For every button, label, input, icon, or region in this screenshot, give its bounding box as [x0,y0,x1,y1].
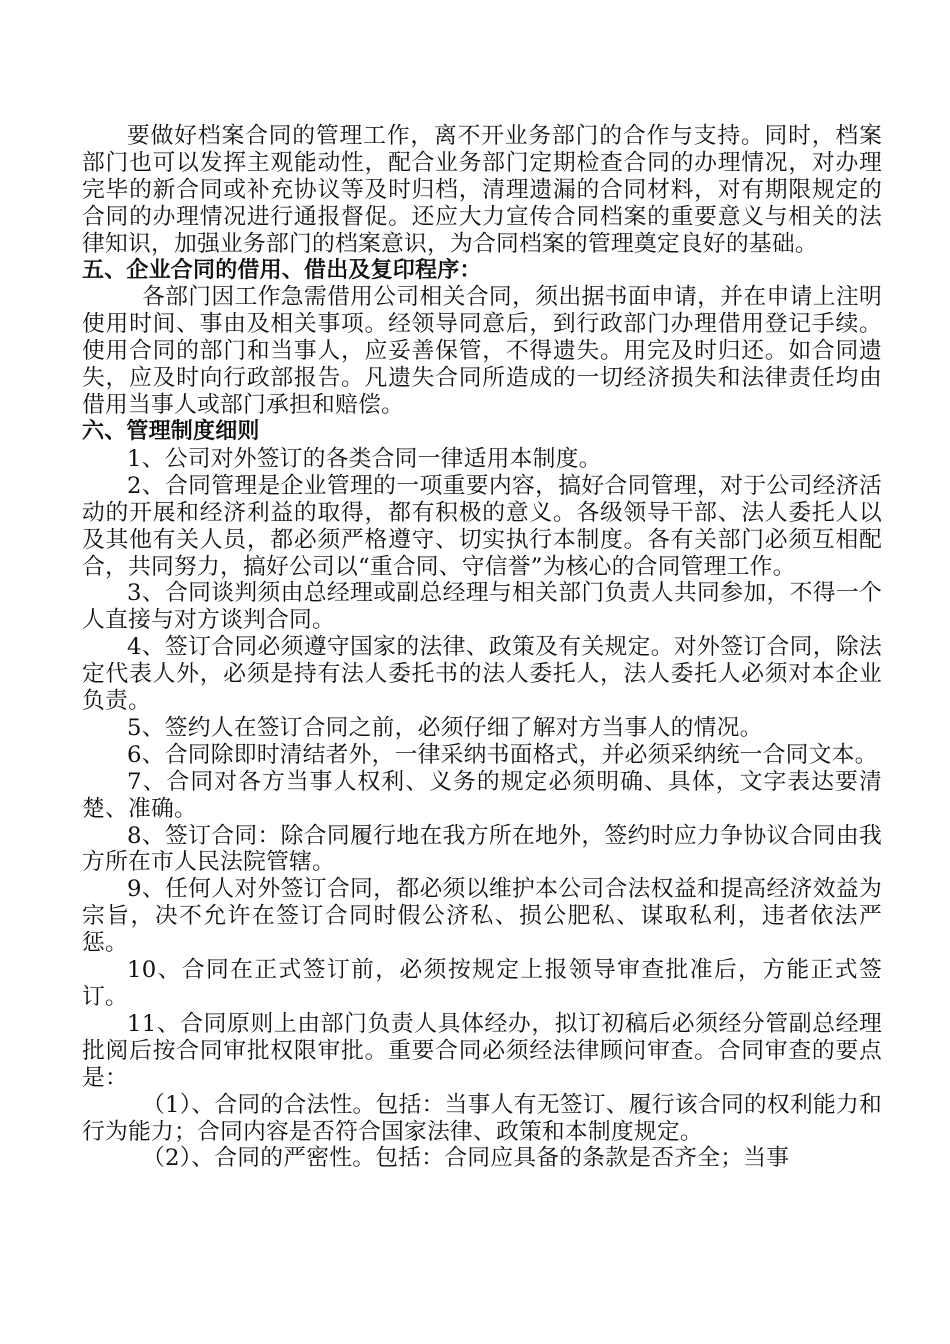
rule-item-3: 3、合同谈判须由总经理或副总经理与相关部门负责人共同参加，不得一个人直接与对方谈判合同。 [82,580,882,634]
rule-item-6: 6、合同除即时清结者外，一律采纳书面格式，并必须采纳统一合同文本。 [127,741,878,768]
sub-item-2: （2）、合同的严密性。包括：合同应具备的条款是否齐全；当事 [142,1145,790,1172]
rule-item-9: 9、任何人对外签订合同，都必须以维护本公司合法权益和提高经济效益为宗旨，决不允许在签订合同时假公济私、损公肥私、谋取私利，违者依法严惩。 [82,876,882,957]
section-6-heading: 六、管理制度细则 [82,418,260,444]
rule-item-10: 10、合同在正式签订前，必须按规定上报领导审查批准后，方能正式签订。 [82,957,882,1010]
rule-item-4: 4、签订合同必须遵守国家的法律、政策及有关规定。对外签订合同，除法定代表人外，必须是持有法人委托书的法人委托人，法人委托人必须对本企业负责。 [82,634,882,715]
intro-paragraph: 要做好档案合同的管理工作，离不开业务部门的合作与支持。同时，档案部门也可以发挥主观能动性，配合业务部门定期检查合同的办理情况，对办理完毕的新合同或补充协议等及时归档，清理遗漏的合同材料，对有期限规定的合同的办理情况进行通报督促。还应大力宣传合同档案的重要意义与相关的法律知识，加强业务部门的档案意识，为合同档案的管理奠定良好的基础。 [82,123,882,257]
section-5-heading: 五、企业合同的借用、借出及复印程序： [82,257,482,283]
rule-item-11: 11、合同原则上由部门负责人具体经办，拟订初稿后必须经分管副总经理批阅后按合同审批权限审批。重要合同必须经法律顾问审查。合同审查的要点是： [82,1010,882,1091]
rule-item-1: 1、公司对外签订的各类合同一律适用本制度。 [127,445,602,472]
rule-item-7: 7、合同对各方当事人权利、义务的规定必须明确、具体，文字表达要清楚、准确。 [82,768,882,822]
section-5-paragraph: 各部门因工作急需借用公司相关合同，须出据书面申请，并在申请上注明使用时间、事由及相关事项。经领导同意后，到行政部门办理借用登记手续。使用合同的部门和当事人，应妥善保管，不得遗失。用完及时归还。如合同遗失，应及时向行政部报告。凡遗失合同所造成的一切经济损失和法律责任均由借用当事人或部门承担和赔偿。 [82,284,882,419]
rule-item-2: 2、合同管理是企业管理的一项重要内容，搞好合同管理，对于公司经济活动的开展和经济利益的取得，都有积极的意义。各级领导干部、法人委托人以及其他有关人员，都必须严格遵守、切实执行本制度。各有关部门必须互相配合，共同努力，搞好公司以“重合同、守信誉”为核心的合同管理工作。 [82,472,882,580]
sub-item-1: （1）、合同的合法性。包括：当事人有无签订、履行该合同的权利能力和行为能力；合同内容是否符合国家法律、政策和本制度规定。 [82,1091,882,1145]
rule-item-8: 8、签订合同：除合同履行地在我方所在地外，签约时应力争协议合同由我方所在市人民法院管辖。 [82,822,882,876]
document-page [82,123,882,1172]
rule-item-5: 5、签约人在签订合同之前，必须仔细了解对方当事人的情况。 [127,714,763,741]
